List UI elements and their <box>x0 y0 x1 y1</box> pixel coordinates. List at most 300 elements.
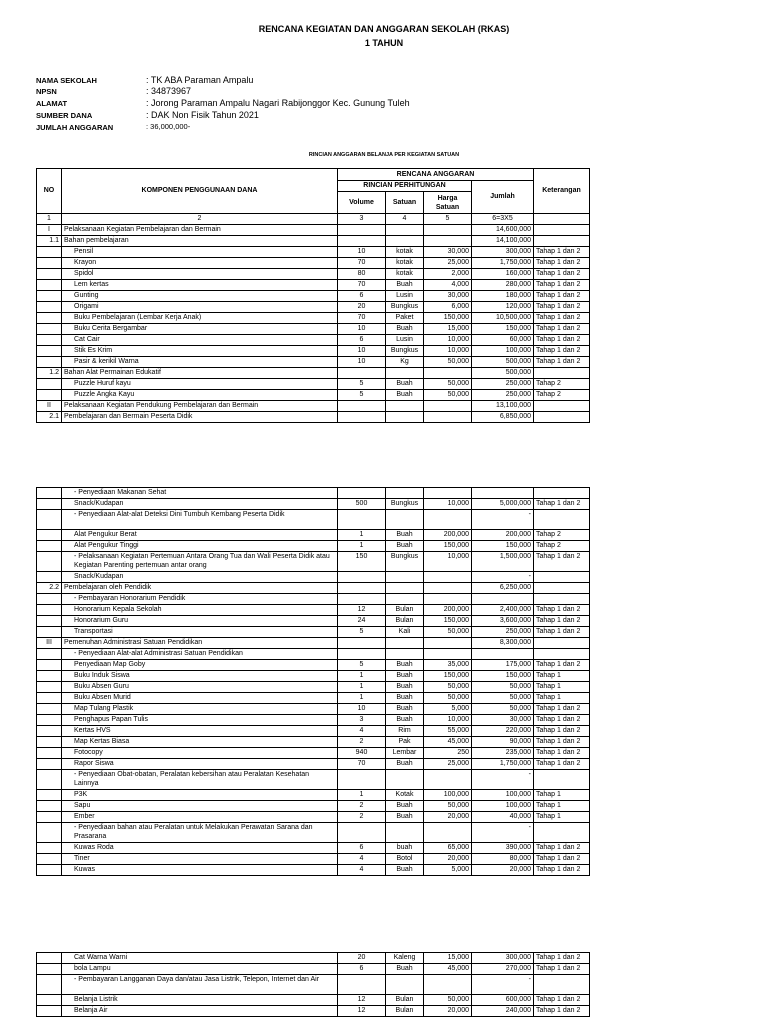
row-description: Lem kertas <box>62 280 338 291</box>
table-row <box>37 488 590 499</box>
row-unit-price <box>424 594 472 605</box>
row-no: 2.2 <box>37 583 62 594</box>
row-volume: 70 <box>338 258 386 269</box>
row-description: Pembelajaran oleh Pendidik <box>62 583 338 594</box>
table-row <box>37 671 590 682</box>
col-number: 4 <box>386 214 424 225</box>
row-note: Tahap 1 dan 2 <box>534 302 590 313</box>
row-note <box>534 412 590 423</box>
row-unit: Rim <box>386 726 424 737</box>
row-description: - Penyediaan Alat-alat Deteksi Dini Tumbuh Kembang Peserta Didik <box>62 510 338 530</box>
row-no <box>37 616 62 627</box>
row-volume <box>338 823 386 843</box>
row-no <box>37 488 62 499</box>
row-volume: 5 <box>338 627 386 638</box>
row-volume: 5 <box>338 660 386 671</box>
row-unit-price <box>424 368 472 379</box>
row-volume <box>338 236 386 247</box>
row-amount: 6,850,000 <box>472 412 534 423</box>
row-unit-price: 10,000 <box>424 552 472 572</box>
row-amount: 120,000 <box>472 302 534 313</box>
row-no <box>37 280 62 291</box>
row-note: Tahap 1 <box>534 682 590 693</box>
row-description: - Penyediaan Obat-obatan, Peralatan kebersihan atau Peralatan Kesehatan Lainnya <box>62 770 338 790</box>
row-amount: 180,000 <box>472 291 534 302</box>
row-no <box>37 594 62 605</box>
row-description: Bahan pembelajaran <box>62 236 338 247</box>
row-unit-price: 65,000 <box>424 843 472 854</box>
row-note: Tahap 2 <box>534 390 590 401</box>
row-unit: Kotak <box>386 790 424 801</box>
row-note: Tahap 1 dan 2 <box>534 660 590 671</box>
row-volume: 6 <box>338 291 386 302</box>
table-row <box>37 368 590 379</box>
row-description: Spidol <box>62 269 338 280</box>
row-amount: 5,000,000 <box>472 499 534 510</box>
info-value: : DAK Non Fisik Tahun 2021 <box>146 110 259 120</box>
row-description: Fotocopy <box>62 748 338 759</box>
row-unit: Buah <box>386 530 424 541</box>
row-amount: 3,600,000 <box>472 616 534 627</box>
table-row <box>37 236 590 247</box>
table-row <box>37 280 590 291</box>
row-unit-price: 150,000 <box>424 671 472 682</box>
row-unit-price <box>424 401 472 412</box>
row-no <box>37 313 62 324</box>
row-unit-price: 150,000 <box>424 616 472 627</box>
row-unit: buah <box>386 843 424 854</box>
row-unit-price: 50,000 <box>424 390 472 401</box>
info-value: : 34873967 <box>146 86 192 96</box>
row-note <box>534 583 590 594</box>
row-unit-price <box>424 236 472 247</box>
row-note: Tahap 1 <box>534 812 590 823</box>
col-number: 2 <box>62 214 338 225</box>
row-amount: 1,750,000 <box>472 759 534 770</box>
row-unit: Kaleng <box>386 953 424 964</box>
row-unit-price: 200,000 <box>424 530 472 541</box>
row-amount: - <box>472 823 534 843</box>
row-note: Tahap 1 dan 2 <box>534 335 590 346</box>
row-unit: Kg <box>386 357 424 368</box>
row-description: Belanja Listrik <box>62 995 338 1006</box>
row-note: Tahap 1 dan 2 <box>534 324 590 335</box>
row-no <box>37 964 62 975</box>
table-row <box>37 823 590 843</box>
table-row <box>37 390 590 401</box>
row-note: Tahap 1 <box>534 790 590 801</box>
table-row <box>37 801 590 812</box>
row-description: Snack/Kudapan <box>62 499 338 510</box>
row-unit-price: 50,000 <box>424 379 472 390</box>
row-no: II <box>37 401 62 412</box>
budget-table-page-3 <box>36 952 590 1017</box>
row-no <box>37 541 62 552</box>
row-unit <box>386 975 424 995</box>
row-note: Tahap 1 <box>534 801 590 812</box>
col-number: 5 <box>424 214 472 225</box>
info-value: : 36,000,000- <box>146 122 191 131</box>
row-no: 1.1 <box>37 236 62 247</box>
row-unit <box>386 572 424 583</box>
col-header-keterangan: Keterangan <box>534 169 590 214</box>
row-no <box>37 682 62 693</box>
row-note: Tahap 1 dan 2 <box>534 737 590 748</box>
row-volume: 10 <box>338 357 386 368</box>
row-note <box>534 770 590 790</box>
row-amount <box>472 594 534 605</box>
table-row <box>37 790 590 801</box>
row-amount: 250,000 <box>472 627 534 638</box>
row-unit-price: 35,000 <box>424 660 472 671</box>
row-description: Belanja Air <box>62 1006 338 1017</box>
budget-table-page-2 <box>36 487 590 876</box>
row-no <box>37 704 62 715</box>
row-note: Tahap 1 dan 2 <box>534 247 590 258</box>
row-unit-price: 100,000 <box>424 790 472 801</box>
row-amount: 390,000 <box>472 843 534 854</box>
row-unit <box>386 488 424 499</box>
row-unit-price: 50,000 <box>424 995 472 1006</box>
table-row <box>37 291 590 302</box>
table-row <box>37 594 590 605</box>
row-amount: 90,000 <box>472 737 534 748</box>
row-amount: 60,000 <box>472 335 534 346</box>
row-volume <box>338 401 386 412</box>
row-unit-price: 150,000 <box>424 541 472 552</box>
row-amount: 160,000 <box>472 269 534 280</box>
table-row <box>37 704 590 715</box>
row-description: Alat Pengukur Berat <box>62 530 338 541</box>
row-description: Pembelajaran dan Bermain Peserta Didik <box>62 412 338 423</box>
info-label: SUMBER DANA <box>36 111 93 120</box>
table-row <box>37 770 590 790</box>
row-volume: 24 <box>338 616 386 627</box>
row-description: Transportasi <box>62 627 338 638</box>
row-volume: 1 <box>338 530 386 541</box>
row-unit-price <box>424 225 472 236</box>
row-unit: Buah <box>386 693 424 704</box>
row-no <box>37 649 62 660</box>
document-period: 1 TAHUN <box>364 38 404 48</box>
row-unit: Bulan <box>386 616 424 627</box>
table-row <box>37 379 590 390</box>
row-amount: 2,400,000 <box>472 605 534 616</box>
table-row <box>37 616 590 627</box>
row-note: Tahap 1 dan 2 <box>534 313 590 324</box>
table-row <box>37 854 590 865</box>
row-no <box>37 843 62 854</box>
row-description: - Penyediaan bahan atau Peralatan untuk Melakukan Perawatan Sarana dan Prasarana <box>62 823 338 843</box>
row-volume <box>338 412 386 423</box>
row-unit-price <box>424 583 472 594</box>
row-no <box>37 346 62 357</box>
row-volume: 6 <box>338 335 386 346</box>
row-amount: 80,000 <box>472 854 534 865</box>
row-note: Tahap 1 dan 2 <box>534 748 590 759</box>
table-row <box>37 812 590 823</box>
row-volume: 5 <box>338 379 386 390</box>
row-no <box>37 1006 62 1017</box>
row-no <box>37 671 62 682</box>
row-amount: - <box>472 572 534 583</box>
row-note: Tahap 1 dan 2 <box>534 616 590 627</box>
row-unit-price: 50,000 <box>424 801 472 812</box>
row-unit: Bungkus <box>386 346 424 357</box>
row-amount: 220,000 <box>472 726 534 737</box>
row-volume: 70 <box>338 280 386 291</box>
row-description: Buku Cerita Bergambar <box>62 324 338 335</box>
row-volume <box>338 488 386 499</box>
row-description: Cat Cair <box>62 335 338 346</box>
row-volume: 10 <box>338 324 386 335</box>
row-unit-price: 50,000 <box>424 682 472 693</box>
row-description: Kuwas Roda <box>62 843 338 854</box>
row-description: Honorarium Kepala Sekolah <box>62 605 338 616</box>
row-unit-price: 15,000 <box>424 953 472 964</box>
row-volume: 2 <box>338 737 386 748</box>
row-unit-price: 5,000 <box>424 865 472 876</box>
row-volume: 70 <box>338 313 386 324</box>
row-amount: 250,000 <box>472 390 534 401</box>
row-description: Ember <box>62 812 338 823</box>
row-unit <box>386 594 424 605</box>
col-number: 6=3X5 <box>472 214 534 225</box>
row-note: Tahap 1 dan 2 <box>534 291 590 302</box>
row-amount: 150,000 <box>472 541 534 552</box>
row-amount: 150,000 <box>472 671 534 682</box>
row-unit: Lembar <box>386 748 424 759</box>
row-amount <box>472 649 534 660</box>
row-unit-price: 30,000 <box>424 291 472 302</box>
row-no <box>37 865 62 876</box>
row-unit: Buah <box>386 704 424 715</box>
row-unit: Kali <box>386 627 424 638</box>
row-unit-price: 10,000 <box>424 335 472 346</box>
row-no <box>37 759 62 770</box>
row-unit <box>386 583 424 594</box>
row-volume: 20 <box>338 953 386 964</box>
row-volume: 12 <box>338 995 386 1006</box>
table-row <box>37 638 590 649</box>
row-unit <box>386 823 424 843</box>
table-row <box>37 401 590 412</box>
table-row <box>37 1006 590 1017</box>
row-unit: kotak <box>386 258 424 269</box>
row-note: Tahap 2 <box>534 379 590 390</box>
row-volume: 5 <box>338 390 386 401</box>
row-unit-price <box>424 975 472 995</box>
table-row <box>37 975 590 995</box>
row-amount: 500,000 <box>472 368 534 379</box>
row-no: 2.1 <box>37 412 62 423</box>
row-amount: 20,000 <box>472 865 534 876</box>
table-row <box>37 748 590 759</box>
table-row <box>37 737 590 748</box>
row-unit: Bulan <box>386 605 424 616</box>
row-no <box>37 572 62 583</box>
row-unit <box>386 638 424 649</box>
row-unit-price: 5,000 <box>424 704 472 715</box>
row-note <box>534 975 590 995</box>
row-unit <box>386 770 424 790</box>
row-unit-price: 50,000 <box>424 693 472 704</box>
row-volume <box>338 649 386 660</box>
table-row <box>37 247 590 258</box>
row-amount: 250,000 <box>472 379 534 390</box>
row-no <box>37 291 62 302</box>
row-description: Map Kertas Biasa <box>62 737 338 748</box>
row-unit <box>386 225 424 236</box>
row-note: Tahap 1 dan 2 <box>534 1006 590 1017</box>
row-amount: 6,250,000 <box>472 583 534 594</box>
row-description: Pemenuhan Administrasi Satuan Pendidikan <box>62 638 338 649</box>
row-description: - Pelaksanaan Kegiatan Pertemuan Antara Orang Tua dan Wali Peserta Didik atau Kegiatan Parenting pertemuan antar orang <box>62 552 338 572</box>
row-amount <box>472 488 534 499</box>
row-unit-price <box>424 572 472 583</box>
row-amount: 600,000 <box>472 995 534 1006</box>
table-row <box>37 302 590 313</box>
row-note: Tahap 1 dan 2 <box>534 627 590 638</box>
row-unit-price: 4,000 <box>424 280 472 291</box>
row-unit <box>386 510 424 530</box>
row-volume: 6 <box>338 843 386 854</box>
row-no <box>37 258 62 269</box>
row-note: Tahap 1 dan 2 <box>534 843 590 854</box>
row-no <box>37 737 62 748</box>
row-volume: 12 <box>338 605 386 616</box>
row-volume: 1 <box>338 671 386 682</box>
row-note: Tahap 1 dan 2 <box>534 964 590 975</box>
row-volume <box>338 770 386 790</box>
row-amount: 175,000 <box>472 660 534 671</box>
row-no <box>37 324 62 335</box>
table-row <box>37 682 590 693</box>
row-volume: 940 <box>338 748 386 759</box>
col-number: 1 <box>37 214 62 225</box>
row-description: Gunting <box>62 291 338 302</box>
row-amount: 30,000 <box>472 715 534 726</box>
row-unit: Buah <box>386 759 424 770</box>
row-description: Kuwas <box>62 865 338 876</box>
row-description: Pasir & kerikil Warna <box>62 357 338 368</box>
row-description: Map Tulang Plastik <box>62 704 338 715</box>
row-volume: 4 <box>338 854 386 865</box>
row-unit-price: 150,000 <box>424 313 472 324</box>
row-description: Buku Induk Siswa <box>62 671 338 682</box>
row-no: 1.2 <box>37 368 62 379</box>
row-description: Buku Absen Guru <box>62 682 338 693</box>
row-unit-price: 20,000 <box>424 812 472 823</box>
row-no <box>37 247 62 258</box>
row-note: Tahap 1 dan 2 <box>534 704 590 715</box>
row-volume: 1 <box>338 541 386 552</box>
col-header-satuan: Satuan <box>386 192 424 214</box>
col-number <box>534 214 590 225</box>
row-no <box>37 627 62 638</box>
row-unit <box>386 412 424 423</box>
row-no <box>37 605 62 616</box>
row-unit-price: 10,000 <box>424 715 472 726</box>
col-header-jumlah: Jumlah <box>472 181 534 214</box>
row-note: Tahap 1 dan 2 <box>534 357 590 368</box>
row-note: Tahap 1 dan 2 <box>534 759 590 770</box>
row-no <box>37 302 62 313</box>
row-unit: Botol <box>386 854 424 865</box>
row-description: Penghapus Papan Tulis <box>62 715 338 726</box>
row-description: Pelaksanaan Kegiatan Pembelajaran dan Bermain <box>62 225 338 236</box>
budget-table-page-1 <box>36 168 590 423</box>
row-no <box>37 660 62 671</box>
row-volume <box>338 638 386 649</box>
row-volume: 6 <box>338 964 386 975</box>
row-unit: Bungkus <box>386 552 424 572</box>
row-no <box>37 552 62 572</box>
row-volume: 1 <box>338 682 386 693</box>
row-unit <box>386 401 424 412</box>
row-description: Snack/Kudapan <box>62 572 338 583</box>
row-unit-price: 15,000 <box>424 324 472 335</box>
row-unit: Buah <box>386 801 424 812</box>
row-unit: Lusin <box>386 335 424 346</box>
table-row <box>37 357 590 368</box>
col-header-rencana: RENCANA ANGGARAN <box>338 169 534 181</box>
row-note: Tahap 1 dan 2 <box>534 499 590 510</box>
table-row <box>37 552 590 572</box>
row-unit: Buah <box>386 671 424 682</box>
row-note <box>534 649 590 660</box>
row-description: Puzzle Angka Kayu <box>62 390 338 401</box>
row-unit <box>386 368 424 379</box>
row-amount: - <box>472 770 534 790</box>
row-unit: Buah <box>386 660 424 671</box>
row-unit-price <box>424 649 472 660</box>
col-number: 3 <box>338 214 386 225</box>
row-unit-price: 25,000 <box>424 258 472 269</box>
row-description: - Penyediaan Makanan Sehat <box>62 488 338 499</box>
row-note: Tahap 1 dan 2 <box>534 258 590 269</box>
table-row <box>37 412 590 423</box>
table-row <box>37 649 590 660</box>
row-no <box>37 812 62 823</box>
row-note: Tahap 1 <box>534 693 590 704</box>
row-description: Puzzle Huruf kayu <box>62 379 338 390</box>
document-title: RENCANA KEGIATAN DAN ANGGARAN SEKOLAH (RKAS) <box>258 24 510 34</box>
row-note: Tahap 1 dan 2 <box>534 715 590 726</box>
row-amount: 235,000 <box>472 748 534 759</box>
row-no <box>37 770 62 790</box>
row-description: - Pembayaran Honorarium Pendidik <box>62 594 338 605</box>
row-unit-price: 10,000 <box>424 346 472 357</box>
row-unit: Buah <box>386 280 424 291</box>
table-row <box>37 583 590 594</box>
row-description: Honorarium Guru <box>62 616 338 627</box>
row-description: - Penyediaan Alat-alat Administrasi Satuan Pendidikan <box>62 649 338 660</box>
row-note: Tahap 1 dan 2 <box>534 280 590 291</box>
row-note: Tahap 1 dan 2 <box>534 346 590 357</box>
row-unit-price: 25,000 <box>424 759 472 770</box>
row-description: Stik Es Krim <box>62 346 338 357</box>
row-unit-price: 2,000 <box>424 269 472 280</box>
row-volume: 500 <box>338 499 386 510</box>
info-label: ALAMAT <box>36 99 68 108</box>
row-unit: kotak <box>386 269 424 280</box>
row-unit: Buah <box>386 324 424 335</box>
row-note <box>534 368 590 379</box>
row-volume <box>338 594 386 605</box>
table-row <box>37 225 590 236</box>
row-no <box>37 726 62 737</box>
